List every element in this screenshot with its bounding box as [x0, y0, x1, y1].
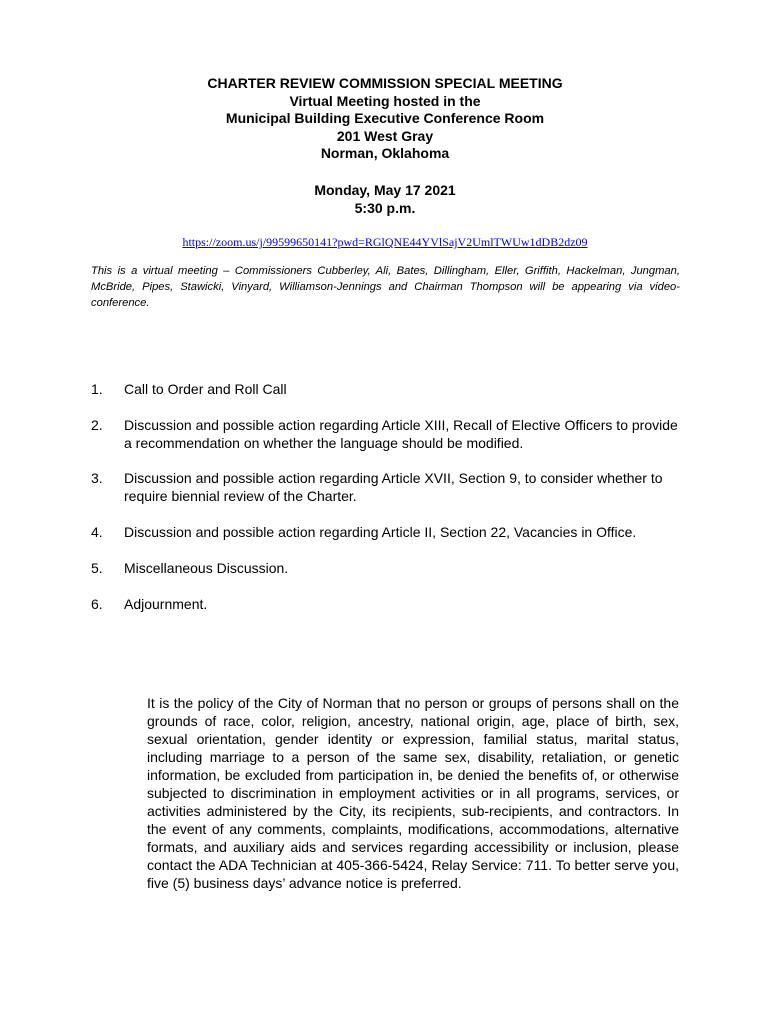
- meeting-date: Monday, May 17 2021: [314, 182, 456, 198]
- agenda-item-number: 1.: [91, 381, 103, 397]
- intro-paragraph: This is a virtual meeting – Commissioners Cubberley, Ali, Bates, Dillingham, Eller, Griffith, Hackelman, Jungman, McBride, Pipes, Stawicki, Vinyard, Williamson-Jennings and Chairman Thompson will be appearing via video-conference.: [91, 265, 680, 309]
- agenda-item-number: 6.: [91, 596, 103, 612]
- header-city: Norman, Oklahoma: [320, 145, 450, 161]
- agenda-item-text: Discussion and possible action regarding Article XVII, Section 9, to consider whether to require biennial review of the Charter.: [124, 470, 663, 504]
- header-virtual-meeting: Virtual Meeting hosted in the: [289, 92, 481, 109]
- meeting-datetime: [0, 181, 770, 217]
- ada-policy-paragraph: It is the policy of the City of Norman that no person or groups of persons shall on the grounds of race, color, religion, ancestry, national origin, age, place of birth, sex, sexual orientation, gender identity or expression, familial status, marital status, including marriage to a person of the same sex, disability, retaliation, or genetic information, be excluded from participation in, be denied the benefits of, or otherwise subjected to discrimination in employment activities or in all programs, services, or activities administered by the City, its recipients, sub-recipients, and contractors. In the event of any comments, complaints, modifications, accommodations, alternative formats, and auxiliary aids and services regarding accessibility or inclusion, please contact the ADA Technician at 405-366-5424, Relay Service: 711. To better serve you, five (5) business days’ advance notice is preferred.: [147, 695, 679, 891]
- agenda-item-number: 5.: [91, 560, 103, 576]
- agenda-item-number: 2.: [91, 417, 103, 433]
- header-title: CHARTER REVIEW COMMISSION SPECIAL MEETING: [207, 75, 563, 91]
- agenda-item-text: Discussion and possible action regarding Article XIII, Recall of Elective Officers to provide a recommendation on whether the language should be modified.: [124, 417, 678, 451]
- agenda-item-text: Discussion and possible action regarding Article II, Section 22, Vacancies in Office.: [124, 524, 637, 540]
- agenda-item-text: Call to Order and Roll Call: [124, 381, 287, 397]
- agenda-item-number: 3.: [91, 470, 103, 486]
- header-address: 201 West Gray: [336, 127, 434, 144]
- agenda-item-number: 4.: [91, 524, 103, 540]
- agenda-item-text: Adjournment.: [124, 596, 208, 612]
- header-room: Municipal Building Executive Conference Room: [225, 110, 545, 126]
- agenda-item-text: Miscellaneous Discussion.: [124, 560, 289, 576]
- meeting-time: 5:30 p.m.: [354, 200, 416, 216]
- zoom-link[interactable]: https://zoom.us/j/99599650141?pwd=RGlQNE44YVlSajV2UmlTWUw1dDB2dz09: [182, 235, 588, 249]
- meeting-header: [0, 75, 770, 163]
